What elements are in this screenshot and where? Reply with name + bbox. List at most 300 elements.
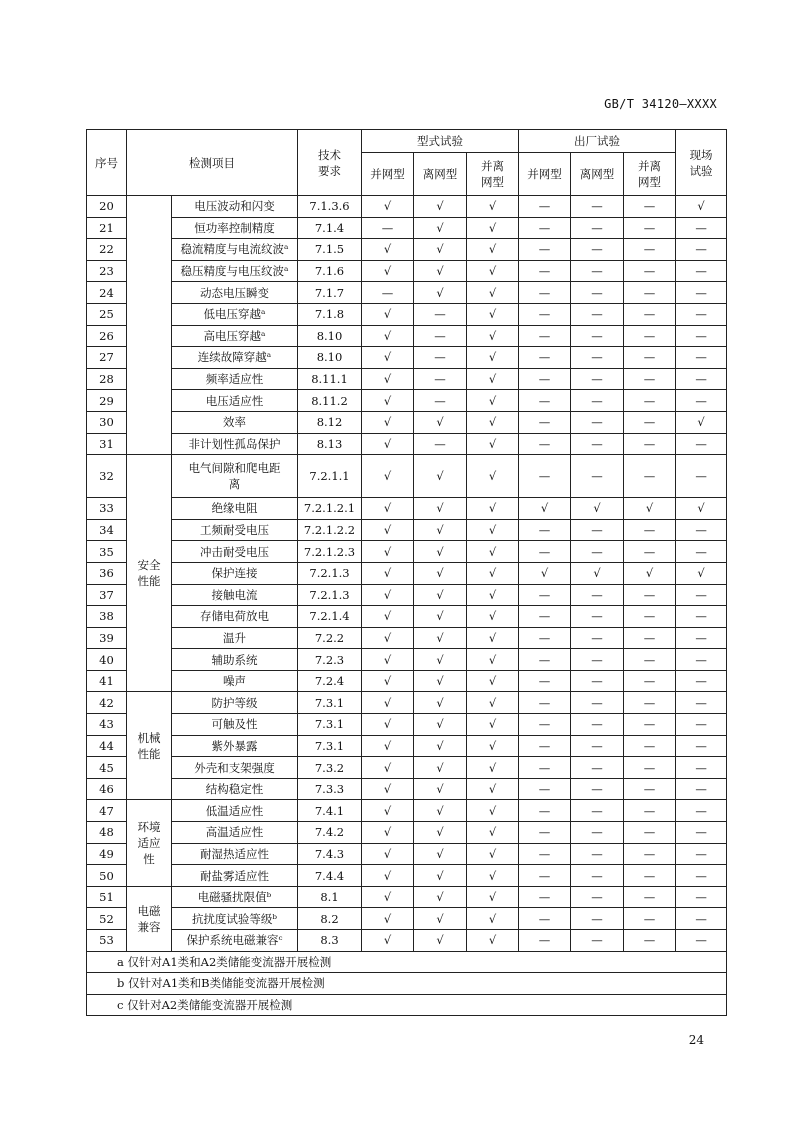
row-number: 31 — [87, 433, 127, 455]
mark-type-off: √ — [414, 239, 467, 261]
mark-type-grid: — — [362, 217, 414, 239]
table-row — [87, 822, 727, 844]
mark-factory-grid: — — [519, 714, 571, 736]
table-row — [87, 627, 727, 649]
mark-factory-hybrid: — — [624, 930, 676, 952]
row-number: 40 — [87, 649, 127, 671]
table-row — [87, 455, 727, 498]
mark-factory-grid: — — [519, 368, 571, 390]
row-requirement: 7.2.4 — [298, 670, 362, 692]
mark-site: — — [676, 390, 727, 412]
mark-factory-off: — — [571, 692, 624, 714]
table-row — [87, 217, 727, 239]
mark-type-grid: √ — [362, 368, 414, 390]
mark-type-hybrid: √ — [467, 649, 519, 671]
row-number: 52 — [87, 908, 127, 930]
mark-type-off: √ — [414, 714, 467, 736]
mark-type-grid: √ — [362, 930, 414, 952]
row-number: 38 — [87, 606, 127, 628]
row-number: 53 — [87, 930, 127, 952]
row-number: 20 — [87, 196, 127, 218]
mark-site: — — [676, 433, 727, 455]
table-row — [87, 519, 727, 541]
mark-factory-off: — — [571, 239, 624, 261]
table-row — [87, 196, 727, 218]
row-requirement: 7.3.2 — [298, 757, 362, 779]
mark-type-grid: √ — [362, 886, 414, 908]
category-label-line: 机械 — [137, 730, 161, 745]
header-req-line2: 要求 — [318, 163, 341, 178]
mark-type-grid: √ — [362, 757, 414, 779]
category-environment — [127, 800, 172, 886]
row-item-line2: 离 — [228, 477, 241, 492]
table-row — [87, 778, 727, 800]
row-requirement: 7.3.1 — [298, 735, 362, 757]
mark-type-off: √ — [414, 886, 467, 908]
header-type-grid: 并网型 — [362, 153, 414, 196]
row-number: 45 — [87, 757, 127, 779]
row-requirement: 7.2.1.2.1 — [298, 498, 362, 520]
table-row — [87, 649, 727, 671]
row-item: 外壳和支架强度 — [172, 757, 298, 779]
mark-site: — — [676, 757, 727, 779]
table-row — [87, 541, 727, 563]
mark-factory-hybrid: — — [624, 390, 676, 412]
mark-factory-hybrid: — — [624, 411, 676, 433]
row-item: 非计划性孤岛保护 — [172, 433, 298, 455]
row-number: 43 — [87, 714, 127, 736]
table-row — [87, 606, 727, 628]
mark-type-hybrid: √ — [467, 822, 519, 844]
mark-type-grid: √ — [362, 822, 414, 844]
mark-type-off: √ — [414, 627, 467, 649]
mark-type-off: √ — [414, 649, 467, 671]
mark-site: — — [676, 584, 727, 606]
table-notes — [87, 951, 727, 1016]
mark-factory-off: — — [571, 368, 624, 390]
row-number: 23 — [87, 260, 127, 282]
mark-site: — — [676, 822, 727, 844]
table-body — [87, 196, 727, 952]
mark-type-off: √ — [414, 562, 467, 584]
mark-type-grid: √ — [362, 390, 414, 412]
mark-factory-off: — — [571, 800, 624, 822]
row-requirement: 8.13 — [298, 433, 362, 455]
mark-factory-hybrid: — — [624, 822, 676, 844]
header-type-hybrid — [467, 153, 519, 196]
mark-site: — — [676, 908, 727, 930]
mark-factory-grid: — — [519, 541, 571, 563]
mark-factory-off: — — [571, 714, 624, 736]
table-row — [87, 282, 727, 304]
test-items-table — [86, 129, 727, 1016]
mark-type-off: √ — [414, 778, 467, 800]
mark-factory-off: — — [571, 196, 624, 218]
mark-type-grid: √ — [362, 498, 414, 520]
mark-type-hybrid: √ — [467, 908, 519, 930]
row-requirement: 7.2.1.2.3 — [298, 541, 362, 563]
row-requirement: 8.12 — [298, 411, 362, 433]
doc-code: GB/T 34120—XXXX — [604, 97, 717, 111]
row-item: 电压适应性 — [172, 390, 298, 412]
category-label-line: 性能 — [137, 574, 161, 589]
header-type-hybrid-line1: 并离 — [481, 159, 505, 173]
row-item: 工频耐受电压 — [172, 519, 298, 541]
row-requirement: 8.10 — [298, 347, 362, 369]
mark-type-off: √ — [414, 670, 467, 692]
row-requirement: 7.1.5 — [298, 239, 362, 261]
mark-factory-hybrid: — — [624, 843, 676, 865]
mark-type-off: √ — [414, 908, 467, 930]
mark-type-hybrid: √ — [467, 930, 519, 952]
mark-site: — — [676, 714, 727, 736]
row-requirement: 8.11.2 — [298, 390, 362, 412]
table-row — [87, 368, 727, 390]
mark-type-grid: √ — [362, 606, 414, 628]
mark-type-hybrid: √ — [467, 455, 519, 498]
row-item: 防护等级 — [172, 692, 298, 714]
mark-factory-off: — — [571, 519, 624, 541]
row-number: 27 — [87, 347, 127, 369]
mark-type-off: — — [414, 347, 467, 369]
row-item: 恒功率控制精度 — [172, 217, 298, 239]
mark-type-off: √ — [414, 930, 467, 952]
mark-site: — — [676, 843, 727, 865]
mark-factory-hybrid: — — [624, 196, 676, 218]
page-number: 24 — [688, 1033, 704, 1047]
mark-type-off: — — [414, 433, 467, 455]
category-label-line: 电磁 — [137, 903, 161, 918]
header-type-hybrid-line2: 网型 — [481, 175, 505, 189]
mark-type-off: — — [414, 303, 467, 325]
category-label-line: 性 — [143, 852, 155, 867]
table-row — [87, 843, 727, 865]
table-row — [87, 411, 727, 433]
mark-type-off: √ — [414, 260, 467, 282]
mark-factory-hybrid: √ — [624, 562, 676, 584]
mark-site: — — [676, 519, 727, 541]
mark-site: — — [676, 886, 727, 908]
row-item: 稳流精度与电流纹波ᵃ — [172, 239, 298, 261]
mark-factory-off: — — [571, 584, 624, 606]
table-row — [87, 498, 727, 520]
mark-type-off: √ — [414, 541, 467, 563]
mark-type-grid: √ — [362, 649, 414, 671]
row-requirement: 7.2.1.1 — [298, 455, 362, 498]
mark-factory-grid: — — [519, 930, 571, 952]
mark-factory-off: — — [571, 822, 624, 844]
row-requirement: 8.3 — [298, 930, 362, 952]
row-requirement: 7.2.1.3 — [298, 562, 362, 584]
mark-site: — — [676, 541, 727, 563]
row-requirement: 7.4.2 — [298, 822, 362, 844]
mark-type-hybrid: √ — [467, 627, 519, 649]
mark-factory-hybrid: — — [624, 714, 676, 736]
mark-factory-off: — — [571, 282, 624, 304]
row-requirement: 7.3.1 — [298, 714, 362, 736]
row-item: 耐湿热适应性 — [172, 843, 298, 865]
mark-factory-hybrid: — — [624, 757, 676, 779]
mark-factory-off: — — [571, 347, 624, 369]
table-row — [87, 865, 727, 887]
row-item: 电磁骚扰限值ᵇ — [172, 886, 298, 908]
row-number: 48 — [87, 822, 127, 844]
mark-type-off: √ — [414, 411, 467, 433]
mark-factory-hybrid: — — [624, 584, 676, 606]
note-c: c 仅针对A2类储能变流器开展检测 — [87, 994, 727, 1016]
mark-factory-hybrid: — — [624, 886, 676, 908]
row-item: 可触及性 — [172, 714, 298, 736]
row-item: 动态电压瞬变 — [172, 282, 298, 304]
mark-type-hybrid: √ — [467, 562, 519, 584]
mark-factory-grid: — — [519, 239, 571, 261]
mark-factory-hybrid: — — [624, 368, 676, 390]
row-number: 47 — [87, 800, 127, 822]
table-row — [87, 390, 727, 412]
mark-factory-off: — — [571, 930, 624, 952]
category-label-line: 兼容 — [137, 919, 161, 934]
mark-type-grid: √ — [362, 627, 414, 649]
mark-factory-off: — — [571, 843, 624, 865]
mark-type-grid: √ — [362, 584, 414, 606]
table-row — [87, 239, 727, 261]
row-item: 辅助系统 — [172, 649, 298, 671]
mark-site: — — [676, 800, 727, 822]
row-requirement: 7.2.1.4 — [298, 606, 362, 628]
mark-factory-grid: — — [519, 606, 571, 628]
row-number: 46 — [87, 778, 127, 800]
row-number: 30 — [87, 411, 127, 433]
mark-type-off: √ — [414, 217, 467, 239]
mark-factory-grid: — — [519, 649, 571, 671]
mark-factory-grid: — — [519, 735, 571, 757]
mark-type-hybrid: √ — [467, 800, 519, 822]
mark-factory-off: — — [571, 260, 624, 282]
mark-site: √ — [676, 562, 727, 584]
mark-factory-hybrid: — — [624, 735, 676, 757]
table-row — [87, 325, 727, 347]
mark-type-grid: √ — [362, 411, 414, 433]
table-row — [87, 562, 727, 584]
mark-type-hybrid: √ — [467, 390, 519, 412]
mark-site: — — [676, 455, 727, 498]
mark-site: — — [676, 778, 727, 800]
mark-type-off: √ — [414, 757, 467, 779]
row-item: 存储电荷放电 — [172, 606, 298, 628]
mark-factory-hybrid: — — [624, 260, 676, 282]
table-row — [87, 886, 727, 908]
mark-factory-hybrid: — — [624, 303, 676, 325]
mark-factory-grid: — — [519, 757, 571, 779]
mark-factory-off: — — [571, 627, 624, 649]
row-item: 低温适应性 — [172, 800, 298, 822]
mark-site: — — [676, 627, 727, 649]
mark-type-hybrid: √ — [467, 886, 519, 908]
header-factory-hybrid — [624, 153, 676, 196]
mark-type-hybrid: √ — [467, 757, 519, 779]
mark-factory-off: — — [571, 433, 624, 455]
row-requirement: 7.2.1.2.2 — [298, 519, 362, 541]
row-requirement: 7.3.3 — [298, 778, 362, 800]
mark-factory-hybrid: — — [624, 670, 676, 692]
mark-type-hybrid: √ — [467, 196, 519, 218]
mark-factory-off: √ — [571, 562, 624, 584]
mark-type-hybrid: √ — [467, 584, 519, 606]
mark-type-grid: √ — [362, 562, 414, 584]
mark-type-hybrid: √ — [467, 692, 519, 714]
row-requirement: 7.3.1 — [298, 692, 362, 714]
row-number: 32 — [87, 455, 127, 498]
mark-site: √ — [676, 196, 727, 218]
row-number: 29 — [87, 390, 127, 412]
mark-type-grid: √ — [362, 325, 414, 347]
mark-site: — — [676, 347, 727, 369]
mark-type-off: √ — [414, 196, 467, 218]
table-row — [87, 584, 727, 606]
mark-type-grid: √ — [362, 541, 414, 563]
row-requirement: 7.4.4 — [298, 865, 362, 887]
mark-site: — — [676, 260, 727, 282]
row-requirement: 7.4.1 — [298, 800, 362, 822]
mark-factory-grid: — — [519, 886, 571, 908]
row-item: 结构稳定性 — [172, 778, 298, 800]
mark-type-hybrid: √ — [467, 282, 519, 304]
mark-type-grid: √ — [362, 347, 414, 369]
row-item: 绝缘电阻 — [172, 498, 298, 520]
mark-site: — — [676, 303, 727, 325]
mark-type-off: √ — [414, 735, 467, 757]
mark-type-grid: √ — [362, 714, 414, 736]
row-item: 高温适应性 — [172, 822, 298, 844]
mark-site: — — [676, 606, 727, 628]
mark-type-hybrid: √ — [467, 260, 519, 282]
mark-type-off: √ — [414, 519, 467, 541]
mark-type-hybrid: √ — [467, 735, 519, 757]
mark-type-grid: √ — [362, 908, 414, 930]
row-requirement: 7.2.2 — [298, 627, 362, 649]
mark-factory-grid: — — [519, 778, 571, 800]
mark-site: — — [676, 282, 727, 304]
table-row — [87, 908, 727, 930]
mark-type-hybrid: √ — [467, 347, 519, 369]
mark-factory-grid: — — [519, 519, 571, 541]
row-item: 温升 — [172, 627, 298, 649]
row-number: 50 — [87, 865, 127, 887]
mark-factory-grid: — — [519, 325, 571, 347]
mark-type-hybrid: √ — [467, 368, 519, 390]
mark-type-grid: √ — [362, 239, 414, 261]
table-row — [87, 800, 727, 822]
row-item: 紫外暴露 — [172, 735, 298, 757]
category-emc — [127, 886, 172, 951]
mark-type-off: √ — [414, 455, 467, 498]
mark-factory-off: — — [571, 325, 624, 347]
mark-factory-off: — — [571, 455, 624, 498]
mark-type-grid: √ — [362, 303, 414, 325]
row-number: 36 — [87, 562, 127, 584]
mark-type-hybrid: √ — [467, 843, 519, 865]
mark-type-hybrid: √ — [467, 865, 519, 887]
mark-type-grid: √ — [362, 778, 414, 800]
mark-factory-hybrid: — — [624, 282, 676, 304]
mark-type-off: √ — [414, 498, 467, 520]
mark-type-hybrid: √ — [467, 303, 519, 325]
mark-type-off: — — [414, 325, 467, 347]
mark-factory-grid: — — [519, 347, 571, 369]
row-item: 稳压精度与电压纹波ᵃ — [172, 260, 298, 282]
row-requirement: 7.2.1.3 — [298, 584, 362, 606]
header-req — [298, 130, 362, 196]
mark-type-hybrid: √ — [467, 714, 519, 736]
mark-type-off: √ — [414, 606, 467, 628]
header-site-line2: 试验 — [689, 163, 713, 178]
mark-factory-hybrid: — — [624, 347, 676, 369]
mark-factory-off: — — [571, 886, 624, 908]
mark-type-grid: √ — [362, 670, 414, 692]
header-factory-hybrid-line1: 并离 — [638, 159, 662, 173]
mark-factory-off: — — [571, 778, 624, 800]
row-item: 冲击耐受电压 — [172, 541, 298, 563]
mark-factory-off: — — [571, 541, 624, 563]
row-number: 35 — [87, 541, 127, 563]
mark-factory-hybrid: — — [624, 541, 676, 563]
note-b: b 仅针对A1类和B类储能变流器开展检测 — [87, 973, 727, 995]
category-label-line: 安全 — [137, 558, 161, 573]
header-type-off: 离网型 — [414, 153, 467, 196]
table-row — [87, 692, 727, 714]
mark-site: — — [676, 217, 727, 239]
row-number: 37 — [87, 584, 127, 606]
mark-factory-off: — — [571, 303, 624, 325]
mark-factory-off: — — [571, 649, 624, 671]
row-item — [172, 455, 298, 498]
mark-factory-off: √ — [571, 498, 624, 520]
mark-factory-hybrid: — — [624, 800, 676, 822]
header-item: 检测项目 — [127, 130, 298, 196]
row-item: 低电压穿越ᵃ — [172, 303, 298, 325]
row-number: 39 — [87, 627, 127, 649]
mark-factory-off: — — [571, 757, 624, 779]
mark-site: — — [676, 368, 727, 390]
mark-type-grid: √ — [362, 735, 414, 757]
row-item: 耐盐雾适应性 — [172, 865, 298, 887]
mark-factory-hybrid: — — [624, 325, 676, 347]
mark-site: — — [676, 325, 727, 347]
header-type-test: 型式试验 — [362, 130, 519, 153]
row-number: 34 — [87, 519, 127, 541]
row-item: 接触电流 — [172, 584, 298, 606]
table-row — [87, 670, 727, 692]
category-label-line: 性能 — [137, 746, 161, 761]
mark-factory-grid: — — [519, 390, 571, 412]
table-row — [87, 930, 727, 952]
mark-factory-grid: — — [519, 843, 571, 865]
row-number: 42 — [87, 692, 127, 714]
row-number: 44 — [87, 735, 127, 757]
mark-factory-off: — — [571, 606, 624, 628]
mark-factory-hybrid: — — [624, 239, 676, 261]
mark-type-hybrid: √ — [467, 411, 519, 433]
mark-type-grid: √ — [362, 692, 414, 714]
mark-factory-off: — — [571, 908, 624, 930]
mark-site: — — [676, 930, 727, 952]
table-row — [87, 757, 727, 779]
mark-type-hybrid: √ — [467, 519, 519, 541]
mark-factory-hybrid: — — [624, 865, 676, 887]
row-item-line1: 电气间隙和爬电距 — [188, 461, 281, 476]
mark-type-off: √ — [414, 692, 467, 714]
header-site — [676, 130, 727, 196]
